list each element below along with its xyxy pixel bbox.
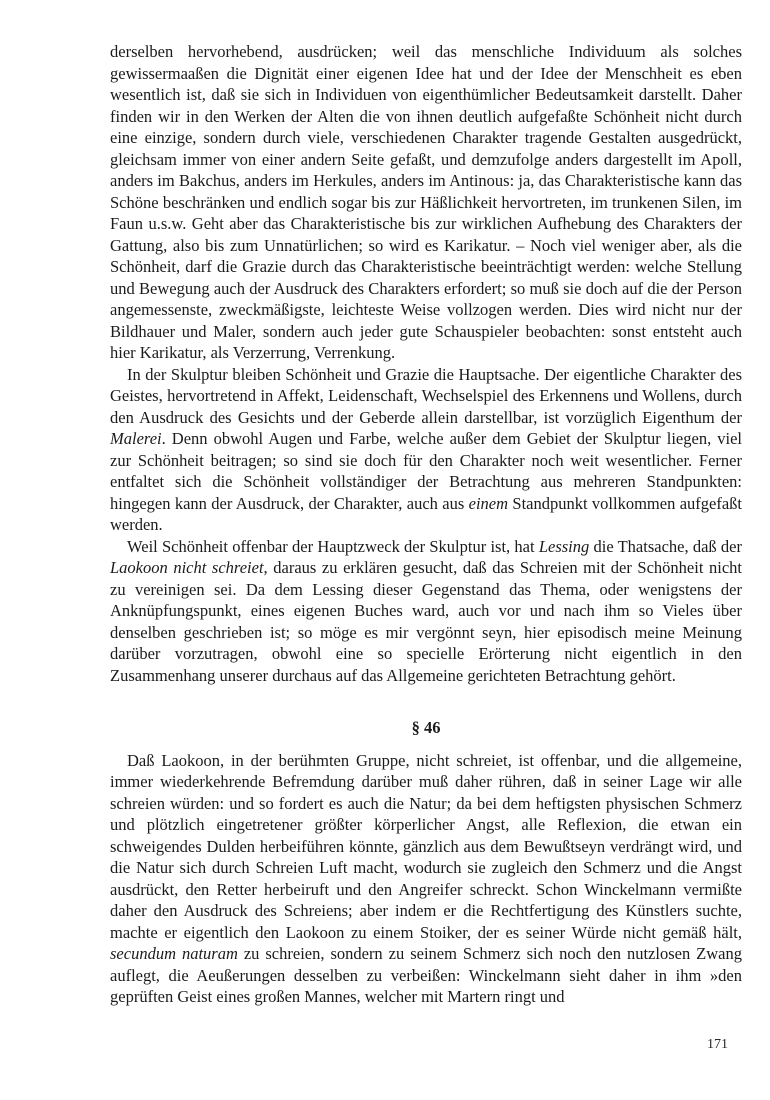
paragraph <box>110 536 742 687</box>
text-segment: zu schreien, sondern zu seinem Schmerz sich noch den nutzlosen Zwang auflegt, die Aeußerungen desselben zu verbeißen: Winckelmann sieht daher in ihm »den geprüften Geist eines großen Mannes, welcher mit Martern ringt und <box>110 944 742 1006</box>
text-segment: derselben hervorhebend, ausdrücken; weil das menschliche Individuum als solches gewissermaaßen die Dignität einer eigenen Idee hat und der Idee der Menschheit es eben wesentlich ist, daß sie sich in Individuen von eigenthümlicher Bedeutsamkeit darstellt. Daher finden wir in den Werken der Alten die von ihnen deutlich aufgefaßte Schönheit nicht durch eine einzige, sondern durch viele, verschiedenen Charakter tragende Gestalten ausgedrückt, gleichsam immer von einer andern Seite gefaßt, und demzufolge anders dargestellt im Apoll, anders im Bakchus, anders im Herkules, anders im Antinous: ja, das Charakteristische kann das Schöne beschränken und endlich sogar bis zur Häßlichkeit hervortreten, im trunkenen Silen, im Faun u.s.w. Geht aber das Charakteristische bis zur wirklichen Aufhebung des Charakters der Gattung, also bis zum Unnatürlichen; so wird es Karikatur. – Noch viel weniger aber, als die Schönheit, darf die Grazie durch das Charakteristische beeinträchtigt werden: welche Stellung und Bewegung auch der Ausdruck des Charakters erfordert; so muß sie doch auf die der Person angemessenste, zweckmäßigste, leichteste Weise vollzogen werden. Dies wird nicht nur der Bildhauer und Maler, sondern auch jeder gute Schauspieler beobachten: sonst entsteht auch hier Karikatur, als Verzerrung, Verrenkung. <box>110 42 742 362</box>
text-segment: Malerei <box>110 429 162 448</box>
paragraph <box>110 750 742 1008</box>
paragraph <box>110 364 742 536</box>
text-segment: Weil Schönheit offenbar der Hauptzweck der Skulptur ist, hat <box>127 536 539 556</box>
page-number: 171 <box>707 1037 728 1052</box>
text-segment: , daraus zu erklären gesucht, daß das Schreien mit der Schönheit nicht zu vereinigen sei. Da dem Lessing dieser Gegenstand das Thema, oder wenigstens der Anknüpfungspunkt, eines eigenen Buches ward, auch vor und nach ihm so Vieles über denselben geschrieben ist; so möge es mir vergönnt seyn, hier episodisch meine Meinung darüber vorzutragen, obwohl eine so specielle Erörterung nicht eigentlich in den Zusammenhang unserer durchaus auf das Allgemeine gerichteten Betrachtung gehört. <box>110 558 742 685</box>
text-column <box>110 41 742 1008</box>
section-heading: § 46 <box>411 718 441 737</box>
text-segment: Standpunkt vollkommen aufgefaßt werden. <box>110 493 742 534</box>
text-segment: einem <box>468 493 509 513</box>
text-segment: Laokoon nicht schreiet <box>110 558 264 577</box>
text-segment: secundum naturam <box>110 944 238 963</box>
text-segment: . Denn obwohl Augen und Farbe, welche außer dem Gebiet der Skulptur liegen, viel zur Schönheit beitragen; so sind sie doch für den Charakter noch weit wesentlicher. Ferner entfaltet sich die Schönheit vollständiger der Betrachtung aus mehreren Standpunkten: hingegen kann der Ausdruck, der Charakter, auch aus <box>110 429 742 513</box>
text-segment: die Thatsache, daß der <box>589 536 742 556</box>
paragraph <box>110 41 742 364</box>
text-segment: In der Skulptur bleiben Schönheit und Grazie die Hauptsache. Der eigentliche Charakter des Geistes, hervortretend in Affekt, Leidenschaft, Wechselspiel des Erkennens und Wollens, durch den Ausdruck des Gesichts und der Geberde allein darstellbar, ist vorzüglich Eigenthum der <box>110 364 742 427</box>
text-segment: Lessing <box>538 536 590 556</box>
text-segment: Daß Laokoon, in der berühmten Gruppe, nicht schreiet, ist offenbar, und die allgemeine, immer wiederkehrende Befremdung darüber muß daher rühren, daß in seiner Lage wir alle schreien würden: und so fordert es auch die Natur; da bei dem heftigsten physischen Schmerz und plötzlich eingetretener größter körperlicher Angst, alle Reflexion, die etwan ein schweigendes Dulden herbeiführen könnte, gänzlich aus dem Bewußtseyn verdrängt wird, und die Natur sich durch Schreien Luft macht, wodurch sie zugleich den Schmerz und die Angst ausdrückt, den Retter herbeiruft und den Angreifer schreckt. Schon Winckelmann vermißte daher den Ausdruck des Schreiens; aber indem er die Rechtfertigung des Künstlers suchte, machte er eigentlich den Laokoon zu einem Stoiker, der es seiner Würde nicht gemäß hält, <box>110 750 742 942</box>
